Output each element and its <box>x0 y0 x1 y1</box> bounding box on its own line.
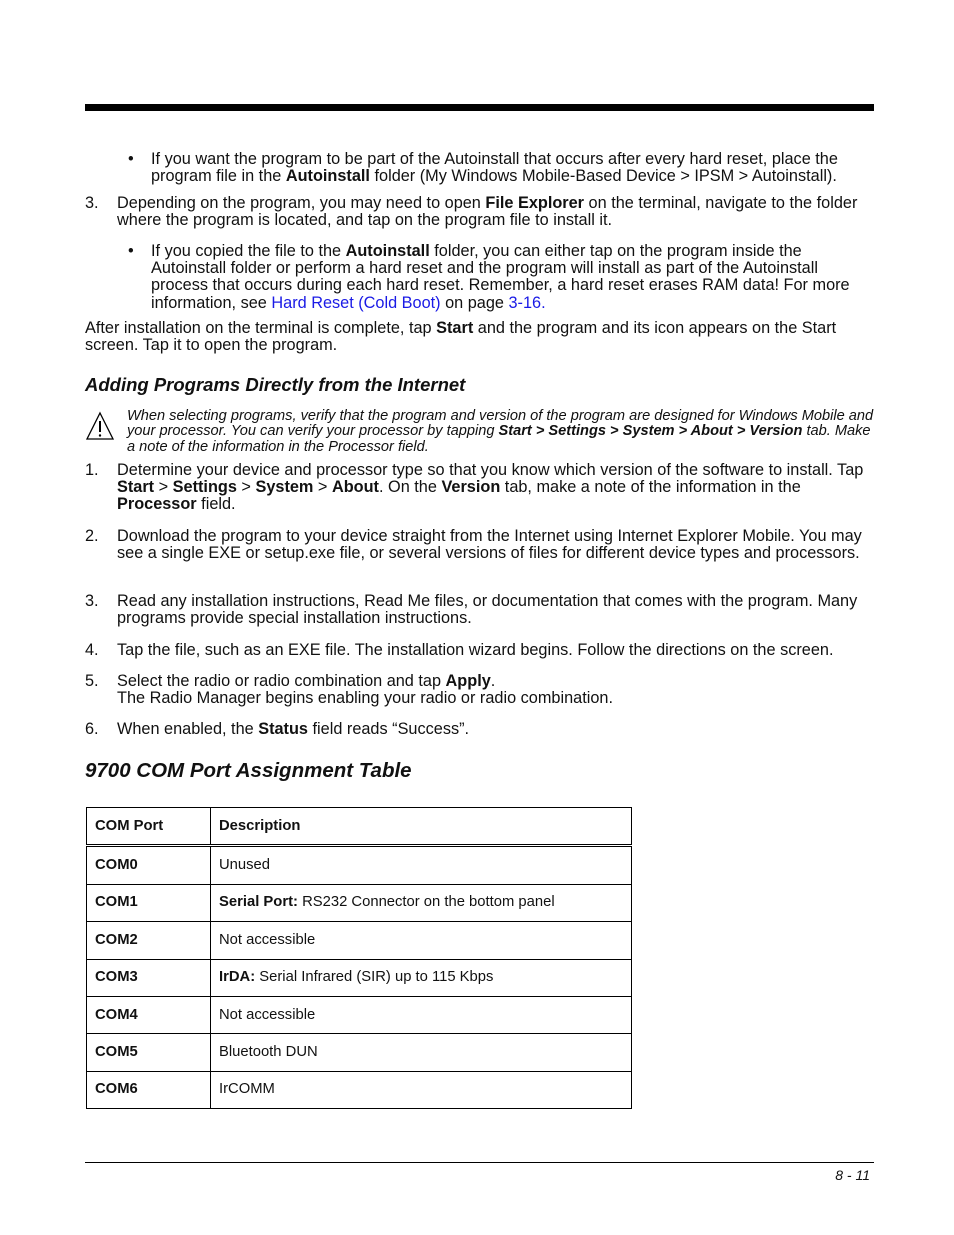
table-row <box>87 922 632 959</box>
step-text <box>117 673 875 707</box>
text-run: If you want the program to be part of the Autoinstall that occurs after every hard reset, place the program file in the <box>151 150 838 186</box>
bullet-copied-file-tip <box>128 243 858 312</box>
text-run: Determine your device and processor type so that you know which version of the software to install. Tap <box>117 461 864 479</box>
section-heading-com-table: 9700 COM Port Assignment Table <box>85 759 412 782</box>
text-run: After installation on the terminal is complete, tap <box>85 319 437 337</box>
step-number: 6. <box>85 720 99 738</box>
description-text: IrCOMM <box>219 1081 275 1098</box>
text-run: field. <box>196 495 236 514</box>
description-text: Not accessible <box>219 1006 316 1023</box>
bold-term: Autoinstall <box>345 242 430 260</box>
text-run: > <box>154 478 173 497</box>
bold-term: Version <box>441 478 501 497</box>
hard-reset-link[interactable]: Hard Reset (Cold Boot) <box>271 293 441 312</box>
step-number: 3. <box>85 592 99 610</box>
bold-term: Start <box>117 478 155 497</box>
com-port-cell: COM4 <box>87 996 211 1033</box>
com-port-cell: COM5 <box>87 1034 211 1071</box>
description-text: Not accessible <box>219 931 316 948</box>
step-number: 3. <box>85 194 99 212</box>
bullet-text <box>151 151 858 185</box>
step-text: Tap the file, such as an EXE file. The installation wizard begins. Follow the directions on the screen. <box>117 641 834 659</box>
bold-term: Settings <box>172 478 237 497</box>
bold-term: Apply <box>445 672 491 690</box>
table-row <box>87 846 632 884</box>
text-run: . On the <box>378 478 442 497</box>
caution-text <box>127 409 875 455</box>
text-run: Select the radio or radio combination and tap <box>117 672 446 690</box>
text-run: > <box>313 478 332 497</box>
step-text <box>117 721 875 738</box>
description-text: Bluetooth DUN <box>219 1043 318 1060</box>
step-4 <box>85 642 875 659</box>
table-row <box>87 996 632 1033</box>
step-3-file-explorer <box>85 195 875 229</box>
description-cell <box>211 1071 632 1108</box>
table-row <box>87 959 632 996</box>
step-2 <box>85 528 875 562</box>
header-com-port: COM Port <box>87 808 211 846</box>
description-cell <box>211 884 632 921</box>
text-run: folder, you can either tap on the program inside the Autoinstall folder or perform a hard reset and the program will install as part of the Autoinstall process that occurs during each hard reset. Remember, a hard reset erases RAM data! For more information, see <box>151 242 850 312</box>
com-port-cell: COM0 <box>87 846 211 884</box>
text-run: tab, make a note of the information in the <box>500 478 801 497</box>
description-label: IrDA: <box>219 969 256 986</box>
table-row <box>87 1034 632 1071</box>
step-1 <box>85 462 875 514</box>
bullet-autoinstall-tip <box>128 151 858 185</box>
table-row <box>87 1071 632 1108</box>
step-3 <box>85 593 875 627</box>
text-run: on the terminal, navigate to the folder where the program is located, and tap on the program file to install it. <box>117 194 858 230</box>
description-cell <box>211 996 632 1033</box>
com-port-cell: COM6 <box>87 1071 211 1108</box>
bold-term: Status <box>258 720 308 738</box>
text-run: If you copied the file to the <box>151 242 346 260</box>
after-installation-paragraph <box>85 320 875 354</box>
bold-term: About <box>331 478 379 497</box>
description-text: Serial Infrared (SIR) up to 115 Kbps <box>255 969 494 986</box>
step-number: 2. <box>85 527 99 545</box>
bold-term: File Explorer <box>485 194 585 212</box>
description-text: RS232 Connector on the bottom panel <box>297 894 555 911</box>
top-rule <box>85 104 874 111</box>
step-text: Download the program to your device straight from the Internet using Internet Explorer Mobile. You may see a single EXE or setup.exe file, or several versions of files for different device types and processors. <box>117 527 862 563</box>
caution-note <box>85 409 875 455</box>
description-label: Serial Port: <box>219 894 298 911</box>
description-cell <box>211 922 632 959</box>
com-port-cell: COM3 <box>87 959 211 996</box>
description-cell <box>211 846 632 884</box>
bold-term: Autoinstall <box>285 167 370 186</box>
step-text: Read any installation instructions, Read Me files, or documentation that comes with the program. Many programs provide special installation instructions. <box>117 592 858 628</box>
step-number: 4. <box>85 641 99 659</box>
bottom-rule <box>85 1162 874 1163</box>
step-text <box>117 462 875 514</box>
com-port-cell: COM1 <box>87 884 211 921</box>
bold-term: Start <box>436 319 474 337</box>
text-run: field reads “Success”. <box>307 720 470 738</box>
com-port-table <box>86 807 632 1109</box>
description-text: Unused <box>219 856 271 873</box>
bold-term: System <box>255 478 314 497</box>
text-run: When enabled, the <box>117 720 259 738</box>
text-run: When selecting programs, verify that the program and version of the program are designed for Windows Mobile and your processor. You can verify your processor by tapping <box>127 408 874 440</box>
table-row <box>87 884 632 921</box>
bold-term: Processor <box>117 495 197 514</box>
step-text <box>117 195 875 229</box>
description-cell <box>211 1034 632 1071</box>
text-run: Depending on the program, you may need to open <box>117 194 486 212</box>
text-run: folder (My Windows Mobile-Based Device > IPSM > Autoinstall). <box>369 167 837 186</box>
header-description: Description <box>211 808 632 846</box>
text-run: The Radio Manager begins enabling your radio or radio combination. <box>117 689 613 708</box>
step-number: 1. <box>85 461 99 479</box>
bold-term: Start > Settings > System > About > Version <box>498 423 803 440</box>
text-run: > <box>236 478 256 497</box>
text-run: . <box>490 672 496 690</box>
section-heading-internet: Adding Programs Directly from the Internet <box>85 374 466 395</box>
com-port-cell: COM2 <box>87 922 211 959</box>
table-header-row <box>87 808 632 846</box>
page-3-16-link[interactable]: 3-16. <box>508 293 546 312</box>
bullet-text <box>151 243 858 312</box>
bullet-dot: • <box>128 150 134 168</box>
step-5 <box>85 673 875 707</box>
warning-triangle-icon <box>85 411 115 441</box>
step-6 <box>85 721 875 738</box>
page-number: 8 - 11 <box>835 1167 870 1183</box>
text-run: tab. Make a note of the information in the Processor field. <box>127 423 871 455</box>
text-run: and the program and its icon appears on the Start screen. Tap it to open the program. <box>85 319 837 355</box>
bullet-dot: • <box>128 242 134 260</box>
step-number: 5. <box>85 672 99 690</box>
text-run: on page <box>440 293 509 312</box>
description-cell <box>211 959 632 996</box>
